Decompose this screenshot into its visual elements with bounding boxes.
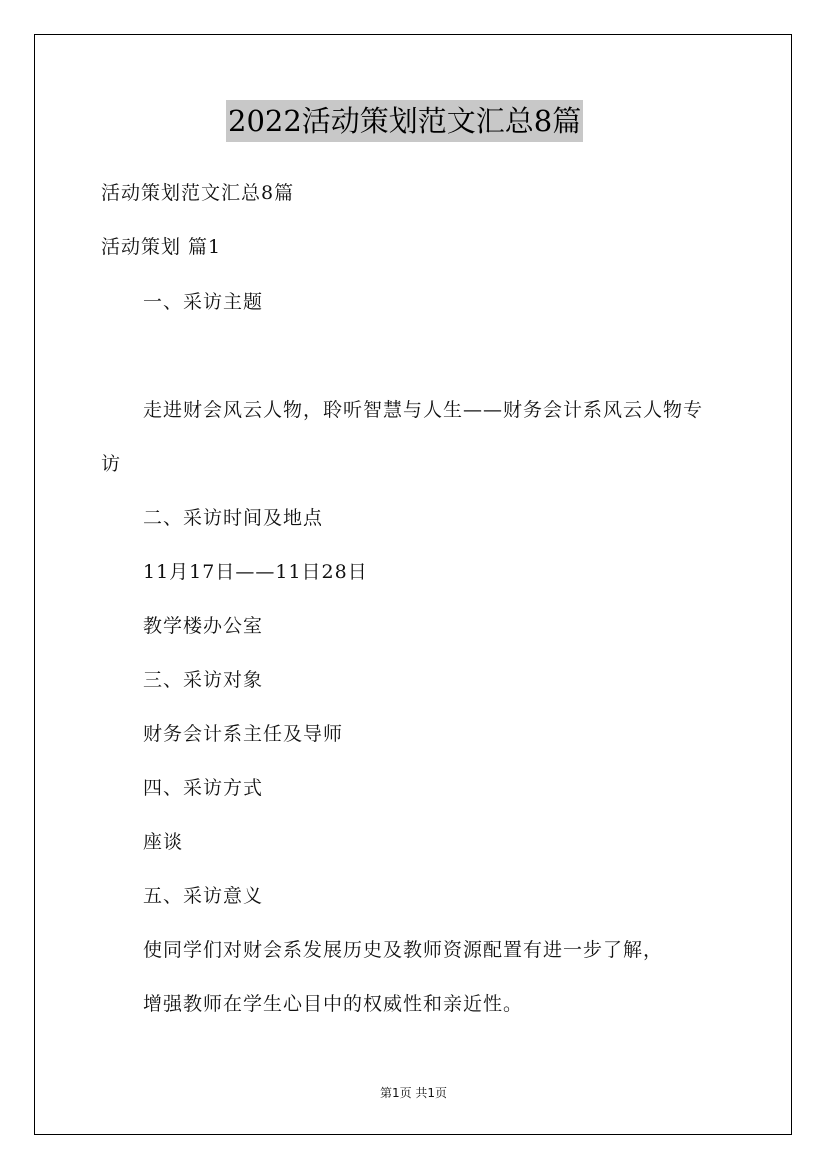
subtitle-line: 活动策划范文汇总8篇	[101, 182, 295, 204]
item-heading-4: 四、采访方式	[143, 777, 264, 799]
item-heading-2: 二、采访时间及地点	[143, 507, 324, 529]
item-heading-1: 一、采访主题	[143, 291, 264, 313]
section-heading: 活动策划 篇1	[101, 236, 222, 258]
paragraph-text: 使同学们对财会系发展历史及教师资源配置有进一步了解，	[143, 939, 664, 961]
item-heading-5: 五、采访意义	[143, 885, 264, 907]
paragraph-text: 走进财会风云人物，聆听智慧与人生——财务会计系风云人物专	[143, 399, 704, 421]
item-heading-3: 三、采访对象	[143, 669, 264, 691]
paragraph-text: 教学楼办公室	[143, 615, 264, 637]
document-title: 2022活动策划范文汇总8篇	[226, 100, 583, 142]
paragraph-text: 增强教师在学生心目中的权威性和亲近性。	[143, 993, 524, 1015]
paragraph-text: 11月17日——11日28日	[143, 561, 368, 583]
paragraph-text-continued: 访	[101, 453, 122, 475]
page-footer: 第1页 共1页	[379, 1086, 448, 1100]
paragraph-text: 财务会计系主任及导师	[143, 723, 344, 745]
paragraph-text: 座谈	[143, 831, 184, 853]
